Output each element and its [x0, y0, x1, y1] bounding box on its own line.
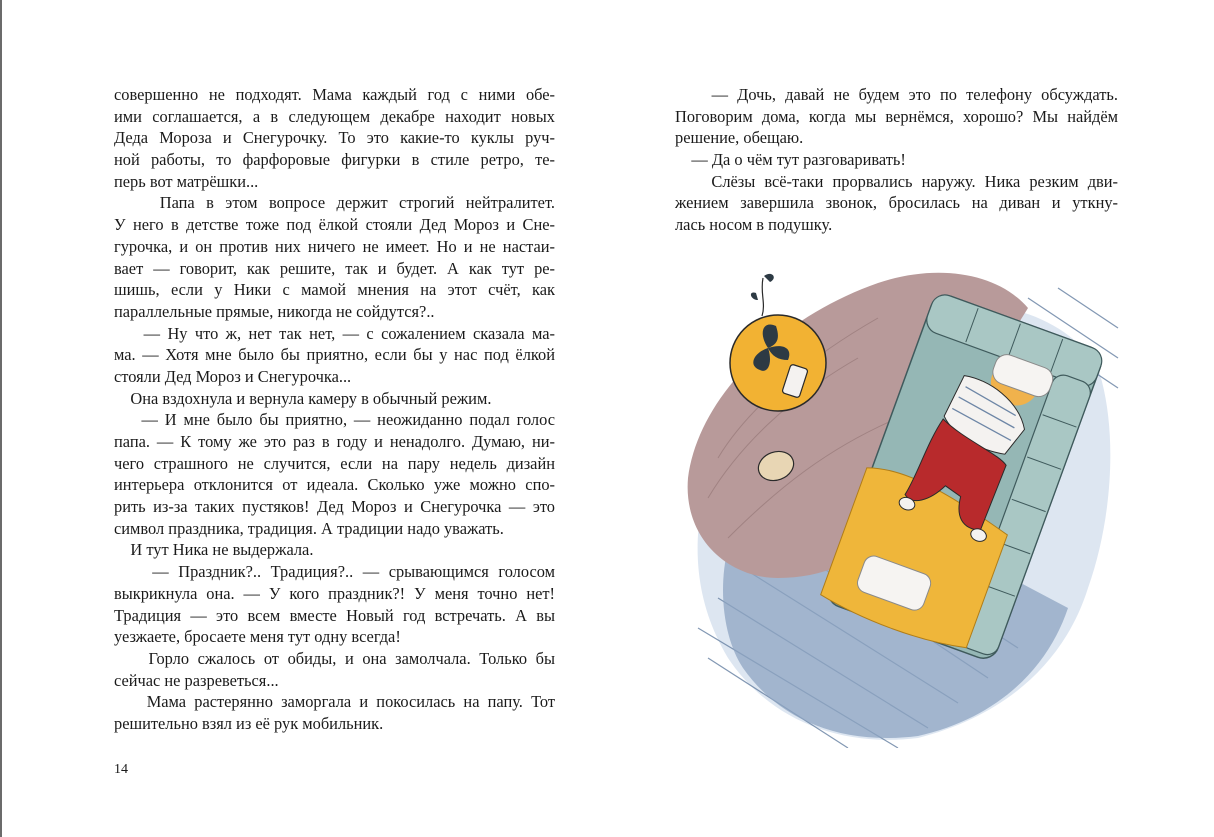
text-line: стояли Дед Мороз и Снегурочка...: [114, 366, 352, 386]
right-page-text: [675, 84, 1118, 236]
text-line: шишь, если у Ники с мамой мнения на этот счёт, как: [114, 280, 555, 300]
text-line: решительно взял из её рук мобильник.: [114, 713, 384, 733]
text-line: — Праздник?.. Традиция?.. — срывающимся голосом: [114, 562, 555, 582]
text-line: уезжаете, бросаете меня тут одну всегда!: [114, 627, 401, 647]
text-line: У него в детстве тоже под ёлкой стояли Дед Мороз и Сне-: [114, 215, 555, 235]
text-line: решение, обещаю.: [675, 128, 804, 148]
text-line: ими соглашается, а в следующем декабре находит новых: [114, 106, 555, 126]
text-line: Папа в этом вопросе держит строгий нейтралитет.: [114, 193, 555, 213]
text-line: Горло сжалось от обиды, и она замолчала. Только бы: [114, 648, 555, 668]
text-line: гурочка, и он против них ничего не имеет. Но и не настаи-: [114, 236, 555, 256]
illustration: [668, 248, 1124, 748]
coffee-table: [730, 315, 826, 411]
text-line: ной работы, то фарфоровые фигурки в стиле ретро, те-: [114, 150, 555, 170]
text-line: — Ну что ж, нет так нет, — с сожалением сказала ма-: [114, 323, 555, 343]
page-edge: [0, 0, 2, 837]
text-line: Деда Мороза и Снегурочку. То это какие-то куклы руч-: [114, 128, 555, 148]
text-line: выкрикнула она. — У кого праздник?! У меня точно нет!: [114, 583, 555, 603]
text-line: ма. — Хотя мне было бы приятно, если бы у нас под ёлкой: [114, 345, 555, 365]
text-line: Поговорим дома, когда мы вернёмся, хорошо? Мы найдём: [675, 106, 1118, 126]
text-line: И тут Ника не выдержала.: [114, 540, 314, 560]
page-number: 14: [114, 762, 128, 777]
text-line: совершенно не подходят. Мама каждый год с ними обе-: [114, 85, 555, 104]
hanging-plant: [762, 278, 763, 316]
text-line: интерьера отклонится от идеала. Сколько уже можно спо-: [114, 475, 555, 495]
text-line: Мама растерянно заморгала и покосилась на папу. Тот: [114, 692, 555, 712]
text-line: Слёзы всё-таки прорвались наружу. Ника резким дви-: [675, 171, 1118, 191]
text-line: лась носом в подушку.: [675, 215, 833, 235]
text-line: жением завершила звонок, бросилась на диван и уткну-: [675, 193, 1118, 213]
text-line: символ праздника, традиция. А традиции надо уважать.: [114, 518, 504, 538]
text-line: Традиция — это всем вместе Новый год встречать. А вы: [114, 605, 555, 625]
text-line: сейчас не разреветься...: [114, 670, 279, 690]
text-line: вает — говорит, как решите, так и будет. А как тут ре-: [114, 258, 555, 278]
text-line: параллельные прямые, никогда не сойдутся?..: [114, 301, 435, 321]
text-line: чего страшного не случится, если на пару недель дизайн: [114, 453, 555, 473]
text-line: рить из-за таких пустяков! Дед Мороз и Снегурочка — это: [114, 497, 555, 517]
text-line: папа. — К тому же это раз в году и ненадолго. Думаю, ни-: [114, 432, 555, 451]
text-line: — Дочь, давай не будем это по телефону обсуждать.: [675, 85, 1118, 104]
text-line: — Да о чём тут разговаривать!: [675, 150, 906, 170]
text-line: Она вздохнула и вернула камеру в обычный режим.: [114, 388, 492, 408]
left-page-text: [114, 84, 555, 735]
text-line: перь вот матрёшки...: [114, 171, 259, 191]
text-line: — И мне было бы приятно, — неожиданно подал голос: [114, 410, 555, 430]
